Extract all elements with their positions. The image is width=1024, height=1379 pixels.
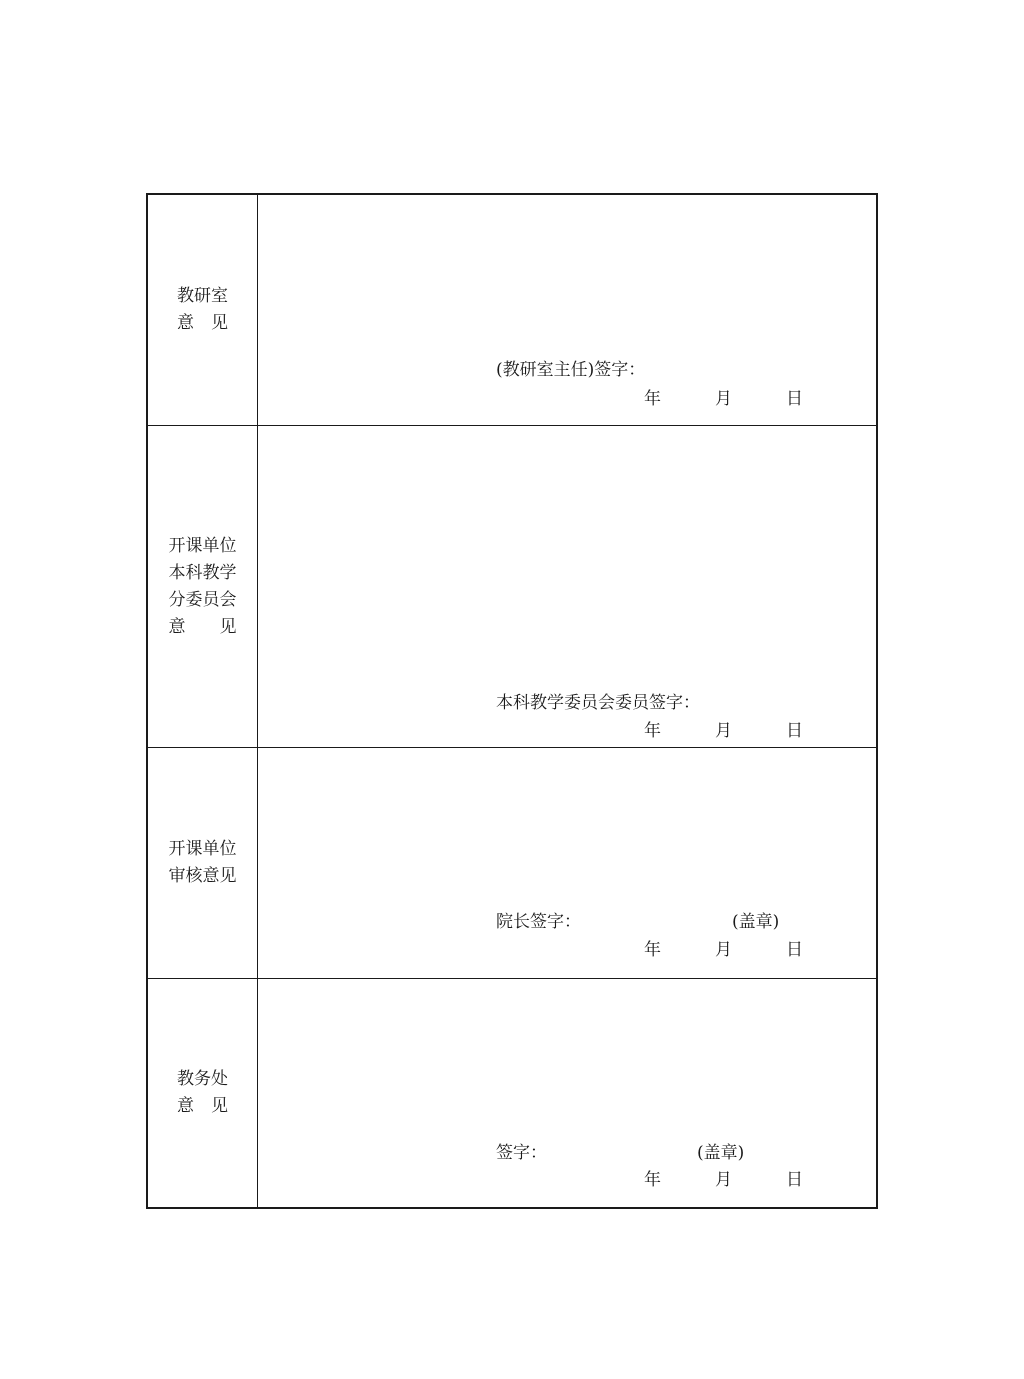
- signature-label: (教研室主任)签字：: [496, 360, 646, 380]
- date-year: 年: [644, 1170, 661, 1190]
- label-line: 审核意见: [168, 866, 237, 886]
- opinion-content-area[interactable]: [258, 195, 876, 425]
- label-line: 分委员会: [168, 589, 237, 610]
- label-line: 开课单位: [168, 535, 237, 556]
- label-line: 教研室: [177, 286, 228, 306]
- unit-review-label: [148, 748, 258, 978]
- label-line: 开课单位: [168, 839, 237, 859]
- date-day: 日: [786, 940, 803, 960]
- undergrad-committee-label: [148, 426, 258, 747]
- label-line: 本科教学: [168, 562, 237, 583]
- date-day: 日: [786, 721, 803, 741]
- label-line: 意 见: [177, 1096, 228, 1116]
- teaching-office-label: [148, 195, 258, 425]
- opinion-content-area[interactable]: [258, 748, 876, 978]
- teaching-office-opinion-row: [148, 195, 876, 426]
- label-line: 教务处: [177, 1069, 228, 1089]
- date-day: 日: [786, 389, 803, 409]
- approval-form-table: [146, 193, 878, 1209]
- date-month: 月: [715, 721, 732, 741]
- date-year: 年: [644, 389, 661, 409]
- academic-affairs-label: [148, 979, 258, 1207]
- seal-label: (盖章): [732, 912, 780, 932]
- opinion-content-area[interactable]: [258, 979, 876, 1207]
- date-year: 年: [644, 721, 661, 741]
- signature-label: 院长签字：: [496, 912, 581, 932]
- date-year: 年: [644, 940, 661, 960]
- seal-label: (盖章): [697, 1143, 745, 1163]
- undergrad-committee-opinion-row: [148, 426, 876, 748]
- label-line: 意 见: [177, 313, 228, 333]
- label-line: 意 见: [168, 616, 237, 637]
- unit-review-opinion-row: [148, 748, 876, 979]
- date-month: 月: [715, 1170, 732, 1190]
- date-day: 日: [786, 1170, 803, 1190]
- academic-affairs-opinion-row: [148, 979, 876, 1207]
- opinion-content-area[interactable]: [258, 426, 876, 747]
- signature-label: 本科教学委员会委员签字：: [496, 693, 700, 713]
- signature-label: 签字：: [496, 1143, 547, 1163]
- date-month: 月: [715, 940, 732, 960]
- date-month: 月: [715, 389, 732, 409]
